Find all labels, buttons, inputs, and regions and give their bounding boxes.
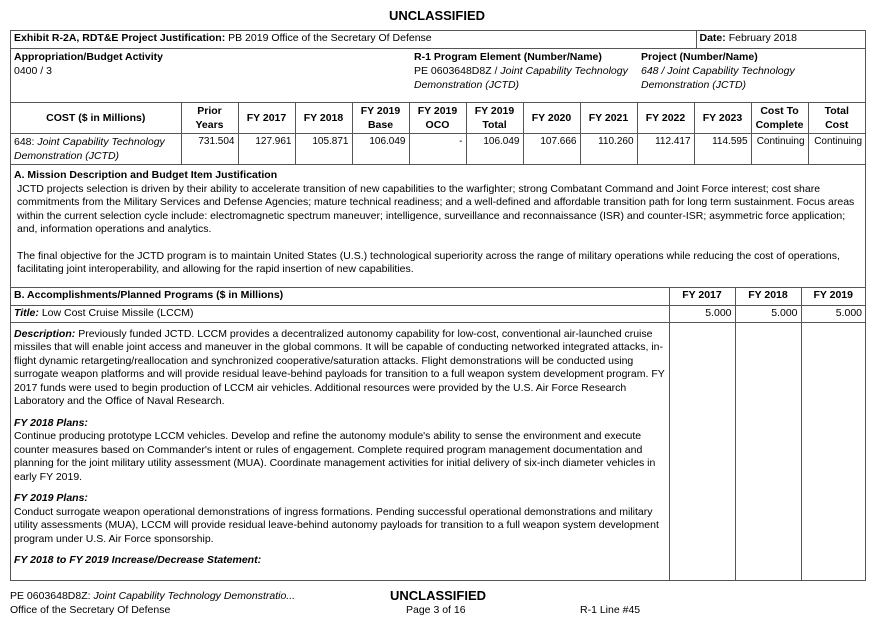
cost-value: 106.049 xyxy=(466,134,523,165)
cost-header: FY 2020 xyxy=(523,103,580,134)
program-description: Description: Previously funded JCTD. LCCM provides a decentralized autonomy capability for low-cost, conventional air-launched cruise missiles that will enable joint access and maneuver in the global commons. It will be capable of conducting networked integrated attacks, in-flight dynamic retargeting/reallocation and synchronized cooperative/saturation attacks. Flight demonstrations will be conducted using surrogate weapon platforms and will provide residual leave-behind payloads for transition to a full weapon system development program. FY 2017 funds were used to begin production of LCCM air vehicles. Additional resources were provided by the U.S. Air Force Research Laboratory and the Office of Naval Research. FY 2018 Plans: Continue producing prototype LCCM vehicles. Develop and refine the autonomy module's ability to sense the environment and execute counter measures based on Commander's intent or rules of engagement. Complete required program management documentation and planning for the joint military utility assessment (MUA). Coordinate management activities for initial delivery of six-inch diameter vehicles in early FY 2019. FY 2019 Plans: Conduct surrogate weapon operational demonstrations of ingress formations. Pending successful operational demonstrations and military utility assessments (MUA), LCCM will provide residual leave-behind autonomy payloads for transition to a full weapon system development program under U.S. Air Force sponsorship. FY 2018 to FY 2019 Increase/Decrease Statement: xyxy=(14,327,665,566)
appropriation-cell: Appropriation/Budget Activity 0400 / 3 xyxy=(11,49,411,103)
mission-paragraph-2: The final objective for the JCTD program is to maintain United States (U.S.) technological superiority across the range of military operations while reducing the cost of operations, facilitating joint interoperability, and allowing for the rapid insertion of new capabilities. xyxy=(17,249,840,275)
cost-header: FY 2023 xyxy=(694,103,751,134)
cost-header: FY 2018 xyxy=(295,103,352,134)
classification-footer: UNCLASSIFIED xyxy=(389,588,487,603)
program-title-row xyxy=(11,305,865,322)
cost-header: FY 2019 OCO xyxy=(409,103,466,134)
page-number: Page 3 of 16 xyxy=(406,604,466,616)
cost-value: 105.871 xyxy=(295,134,352,165)
cost-value: 114.595 xyxy=(694,134,751,165)
mission-description-section xyxy=(11,165,865,288)
project-cell: Project (Number/Name) 648 / Joint Capability Technology Demonstration (JCTD) xyxy=(638,49,865,103)
mission-paragraph-1: JCTD projects selection is driven by their ability to accelerate transition of new capabilities to the warfighter; strong Combatant Command and Joint Force interest; cost share commitments from the Military Services and Defense Agencies; mature technical readiness; and a well-defined and affordable transition path for long term sustainment. Focus areas within the current selection cycle include: electromagnetic spectrum maneuver; intelligence, surveillance and reconnaissance (ISR) and counter-ISR; asymmetric force application; and, information operations and analytics. xyxy=(17,182,855,235)
cost-table xyxy=(11,103,865,165)
fy2019-plans-text: Conduct surrogate weapon operational demonstrations of ingress formations. Pending successful operational demonstrations and military utility assessments (MUA), LCCM will provide residual leave-behind autonomy payloads for transition to a full weapon system development program under U.S. Air Force sponsorship. xyxy=(14,505,659,545)
fy2018-plans-text: Continue producing prototype LCCM vehicles. Develop and refine the autonomy module's ability to sense the environment and execute counter measures based on Commander's intent or rules of engagement. Complete required program management documentation and planning for the joint military utility assessment (MUA). Coordinate management activities for initial delivery of six-inch diameter vehicles in early FY 2019. xyxy=(14,430,656,483)
cost-row xyxy=(11,134,865,165)
cost-value: 106.049 xyxy=(352,134,409,165)
r1-line: R-1 Line #45 xyxy=(580,604,641,616)
cost-value: Continuing xyxy=(751,134,808,165)
program-value: 5.000 xyxy=(669,305,735,322)
cost-value: 110.260 xyxy=(580,134,637,165)
fy2018-plans-label: FY 2018 Plans: xyxy=(14,416,88,429)
cost-value: 731.504 xyxy=(181,134,238,165)
program-value: 5.000 xyxy=(801,305,865,322)
cost-value: - xyxy=(409,134,466,165)
cost-header: FY 2019 Base xyxy=(352,103,409,134)
section-a-title: A. Mission Description and Budget Item Justification xyxy=(14,169,278,181)
fy-header: FY 2017 xyxy=(669,288,735,305)
exhibit-document xyxy=(10,30,866,581)
cost-header: Cost To Complete xyxy=(751,103,808,134)
section-b-title: B. Accomplishments/Planned Programs ($ in Millions) xyxy=(11,288,669,305)
cost-row-label: 648: Joint Capability Technology Demonstration (JCTD) xyxy=(11,134,181,165)
program-title: Title: Low Cost Cruise Missile (LCCM) xyxy=(11,305,669,322)
footer-left: PE 0603648D8Z: Joint Capability Technology Demonstratio... Office of the Secretary Of Defense xyxy=(10,590,296,616)
exhibit-title: Exhibit R-2A, RDT&E Project Justification: PB 2019 Office of the Secretary Of Defense xyxy=(11,31,696,48)
fy-header: FY 2018 xyxy=(735,288,801,305)
accomplishments-table xyxy=(11,288,865,581)
cost-header: FY 2019 Total xyxy=(466,103,523,134)
cost-header: FY 2022 xyxy=(637,103,694,134)
cost-header: FY 2017 xyxy=(238,103,295,134)
cost-header: Prior Years xyxy=(181,103,238,134)
cost-header: Total Cost xyxy=(808,103,865,134)
classification-header: UNCLASSIFIED xyxy=(388,8,486,23)
exhibit-header-table xyxy=(11,31,865,49)
fy2019-plans-label: FY 2019 Plans: xyxy=(14,492,88,504)
increase-decrease-label: FY 2018 to FY 2019 Increase/Decrease Statement: xyxy=(14,554,262,566)
exhibit-date: Date: February 2018 xyxy=(696,31,865,48)
cost-header: COST ($ in Millions) xyxy=(11,103,181,134)
cost-header: FY 2021 xyxy=(580,103,637,134)
cost-value: Continuing xyxy=(808,134,865,165)
program-value: 5.000 xyxy=(735,305,801,322)
program-info-table xyxy=(11,49,865,104)
fy-header: FY 2019 xyxy=(801,288,865,305)
cost-value: 107.666 xyxy=(523,134,580,165)
program-element-cell: R-1 Program Element (Number/Name) PE 0603648D8Z / Joint Capability Technology Demonstration (JCTD) xyxy=(411,49,638,103)
cost-value: 112.417 xyxy=(637,134,694,165)
cost-value: 127.961 xyxy=(238,134,295,165)
